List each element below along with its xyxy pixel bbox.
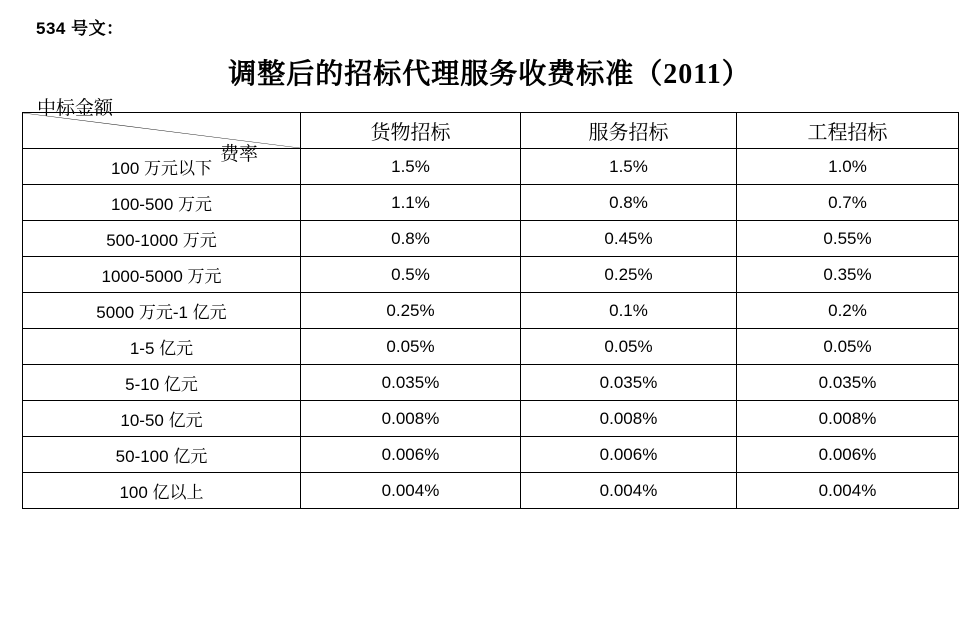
row-amount: 100 亿以上 [23, 473, 301, 509]
row-goods-rate: 0.004% [301, 473, 521, 509]
row-amount: 50-100 亿元 [23, 437, 301, 473]
row-works-rate: 0.004% [737, 473, 959, 509]
row-amount: 100-500 万元 [23, 185, 301, 221]
row-goods-rate: 0.8% [301, 221, 521, 257]
row-goods-rate: 0.008% [301, 401, 521, 437]
row-goods-rate: 0.5% [301, 257, 521, 293]
row-goods-rate: 0.05% [301, 329, 521, 365]
document-reference-number: 534 号文： [36, 19, 124, 38]
row-goods-rate: 1.1% [301, 185, 521, 221]
row-amount: 5000 万元-1 亿元 [23, 293, 301, 329]
table-row [23, 149, 959, 185]
row-goods-rate: 0.25% [301, 293, 521, 329]
table-row [23, 329, 959, 365]
row-amount: 1000-5000 万元 [23, 257, 301, 293]
row-service-rate: 0.004% [521, 473, 737, 509]
table-row [23, 365, 959, 401]
column-header-service: 服务招标 [521, 113, 737, 149]
table-row [23, 293, 959, 329]
row-amount: 5-10 亿元 [23, 365, 301, 401]
row-goods-rate: 0.006% [301, 437, 521, 473]
row-works-rate: 0.006% [737, 437, 959, 473]
row-works-rate: 0.2% [737, 293, 959, 329]
page-title: 调整后的招标代理服务收费标准（2011） [228, 59, 751, 90]
column-header-goods: 货物招标 [301, 113, 521, 149]
corner-label-rate: 费率 [219, 144, 258, 165]
row-works-rate: 0.05% [737, 329, 959, 365]
row-works-rate: 1.0% [737, 149, 959, 185]
row-works-rate: 0.7% [737, 185, 959, 221]
table-row [23, 437, 959, 473]
row-service-rate: 0.006% [521, 437, 737, 473]
row-service-rate: 1.5% [521, 149, 737, 185]
row-goods-rate: 1.5% [301, 149, 521, 185]
table-row [23, 185, 959, 221]
table-corner-header-cell [23, 98, 301, 165]
table-header-row [23, 113, 959, 149]
table-row [23, 401, 959, 437]
row-amount: 1-5 亿元 [23, 329, 301, 365]
column-header-works: 工程招标 [737, 113, 959, 149]
fee-standard-table [22, 98, 959, 509]
row-goods-rate: 0.035% [301, 365, 521, 401]
row-works-rate: 0.008% [737, 401, 959, 437]
table-row [23, 221, 959, 257]
row-service-rate: 0.25% [521, 257, 737, 293]
fee-standard-table-container [22, 98, 958, 509]
table-row [23, 473, 959, 509]
corner-label-amount: 中标金额 [37, 98, 114, 119]
row-works-rate: 0.55% [737, 221, 959, 257]
row-amount: 100 万元以下 [23, 149, 301, 185]
row-service-rate: 0.1% [521, 293, 737, 329]
row-service-rate: 0.45% [521, 221, 737, 257]
row-service-rate: 0.05% [521, 329, 737, 365]
row-amount: 10-50 亿元 [23, 401, 301, 437]
table-row [23, 257, 959, 293]
row-service-rate: 0.8% [521, 185, 737, 221]
row-works-rate: 0.035% [737, 365, 959, 401]
row-amount: 500-1000 万元 [23, 221, 301, 257]
row-works-rate: 0.35% [737, 257, 959, 293]
row-service-rate: 0.035% [521, 365, 737, 401]
row-service-rate: 0.008% [521, 401, 737, 437]
